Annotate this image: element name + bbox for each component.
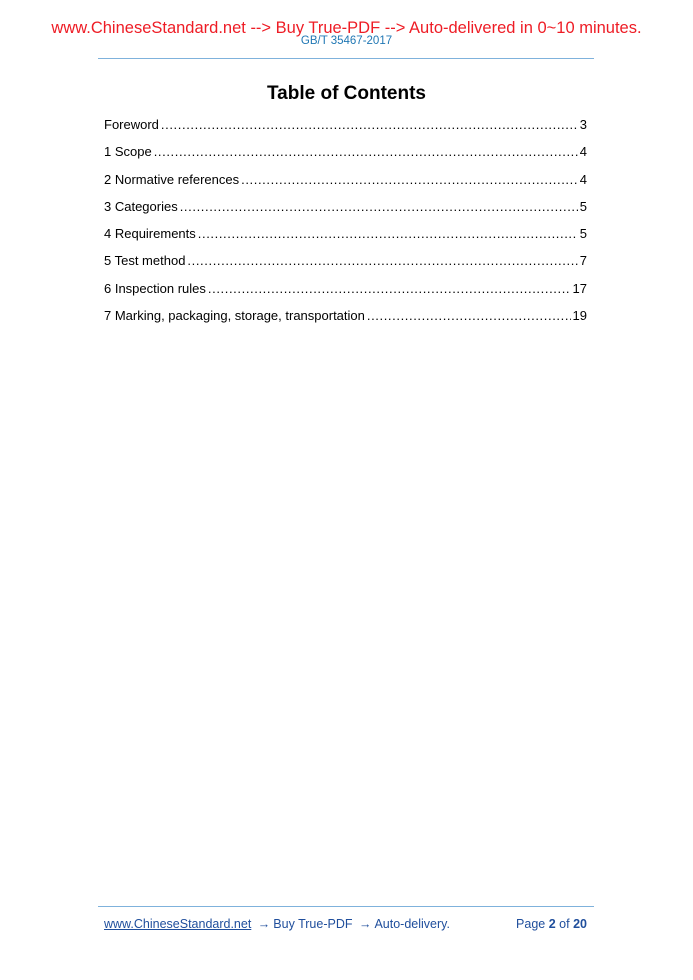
total-pages-number: 20 <box>573 917 587 931</box>
toc-entry-categories[interactable] <box>104 198 587 225</box>
toc-entry-title: 2 Normative references <box>104 171 240 187</box>
header-divider <box>98 58 594 59</box>
toc-dot-leader <box>154 143 578 161</box>
toc-entry-requirements[interactable] <box>104 225 587 252</box>
toc-dot-leader <box>161 116 578 134</box>
toc-entry-page: 19 <box>572 308 587 324</box>
toc-entry-title: 6 Inspection rules <box>104 280 206 296</box>
promo-banner-link[interactable]: www.ChineseStandard.net --> Buy True-PDF --> Auto-delivered in 0~10 minutes. <box>51 19 642 37</box>
toc-dot-leader <box>367 307 571 325</box>
toc-dot-leader <box>208 280 571 298</box>
page-counter <box>516 916 587 932</box>
toc-entry-inspection-rules[interactable] <box>104 280 587 307</box>
toc-entry-page: 4 <box>579 171 587 187</box>
of-label: of <box>559 917 570 931</box>
toc-entry-title: 7 Marking, packaging, storage, transportation <box>104 308 365 324</box>
toc-entry-title: Foreword <box>104 117 159 132</box>
toc-dot-leader <box>187 252 577 270</box>
toc-entry-page: 5 <box>579 226 587 242</box>
footer-promo <box>104 916 450 932</box>
arrow-right-icon: → <box>257 917 271 931</box>
toc-entry-title: 1 Scope <box>104 144 152 160</box>
toc-title: Table of Contents <box>266 83 427 104</box>
toc-dot-leader <box>198 225 578 243</box>
toc-entry-foreword[interactable] <box>104 116 587 143</box>
footer-site-link[interactable]: www.ChineseStandard.net <box>104 917 252 931</box>
toc-entry-page: 5 <box>579 198 587 214</box>
toc-dot-leader <box>241 171 578 189</box>
toc-entry-page: 7 <box>579 253 587 269</box>
toc-entry-normative-references[interactable] <box>104 171 587 198</box>
toc-entry-page: 4 <box>579 144 587 160</box>
toc-entry-scope[interactable] <box>104 143 587 170</box>
arrow-right-icon: → <box>358 917 372 931</box>
footer-divider <box>98 906 594 907</box>
toc-entry-title: 3 Categories <box>104 198 178 214</box>
toc-dot-leader <box>180 198 578 216</box>
current-page-number: 2 <box>548 917 556 931</box>
toc-entry-page: 3 <box>579 117 587 132</box>
footer-buy-text: Buy True-PDF <box>273 917 353 931</box>
toc-entry-page: 17 <box>572 280 587 296</box>
toc-entry-title: 4 Requirements <box>104 226 196 242</box>
toc-entry-title: 5 Test method <box>104 253 186 269</box>
toc-list <box>104 116 587 334</box>
toc-entry-test-method[interactable] <box>104 252 587 279</box>
document-code: GB/T 35467-2017 <box>300 35 393 47</box>
toc-entry-marking-packaging[interactable] <box>104 307 587 334</box>
page-label: Page <box>516 917 546 931</box>
footer-delivery-text: Auto-delivery. <box>374 917 450 931</box>
